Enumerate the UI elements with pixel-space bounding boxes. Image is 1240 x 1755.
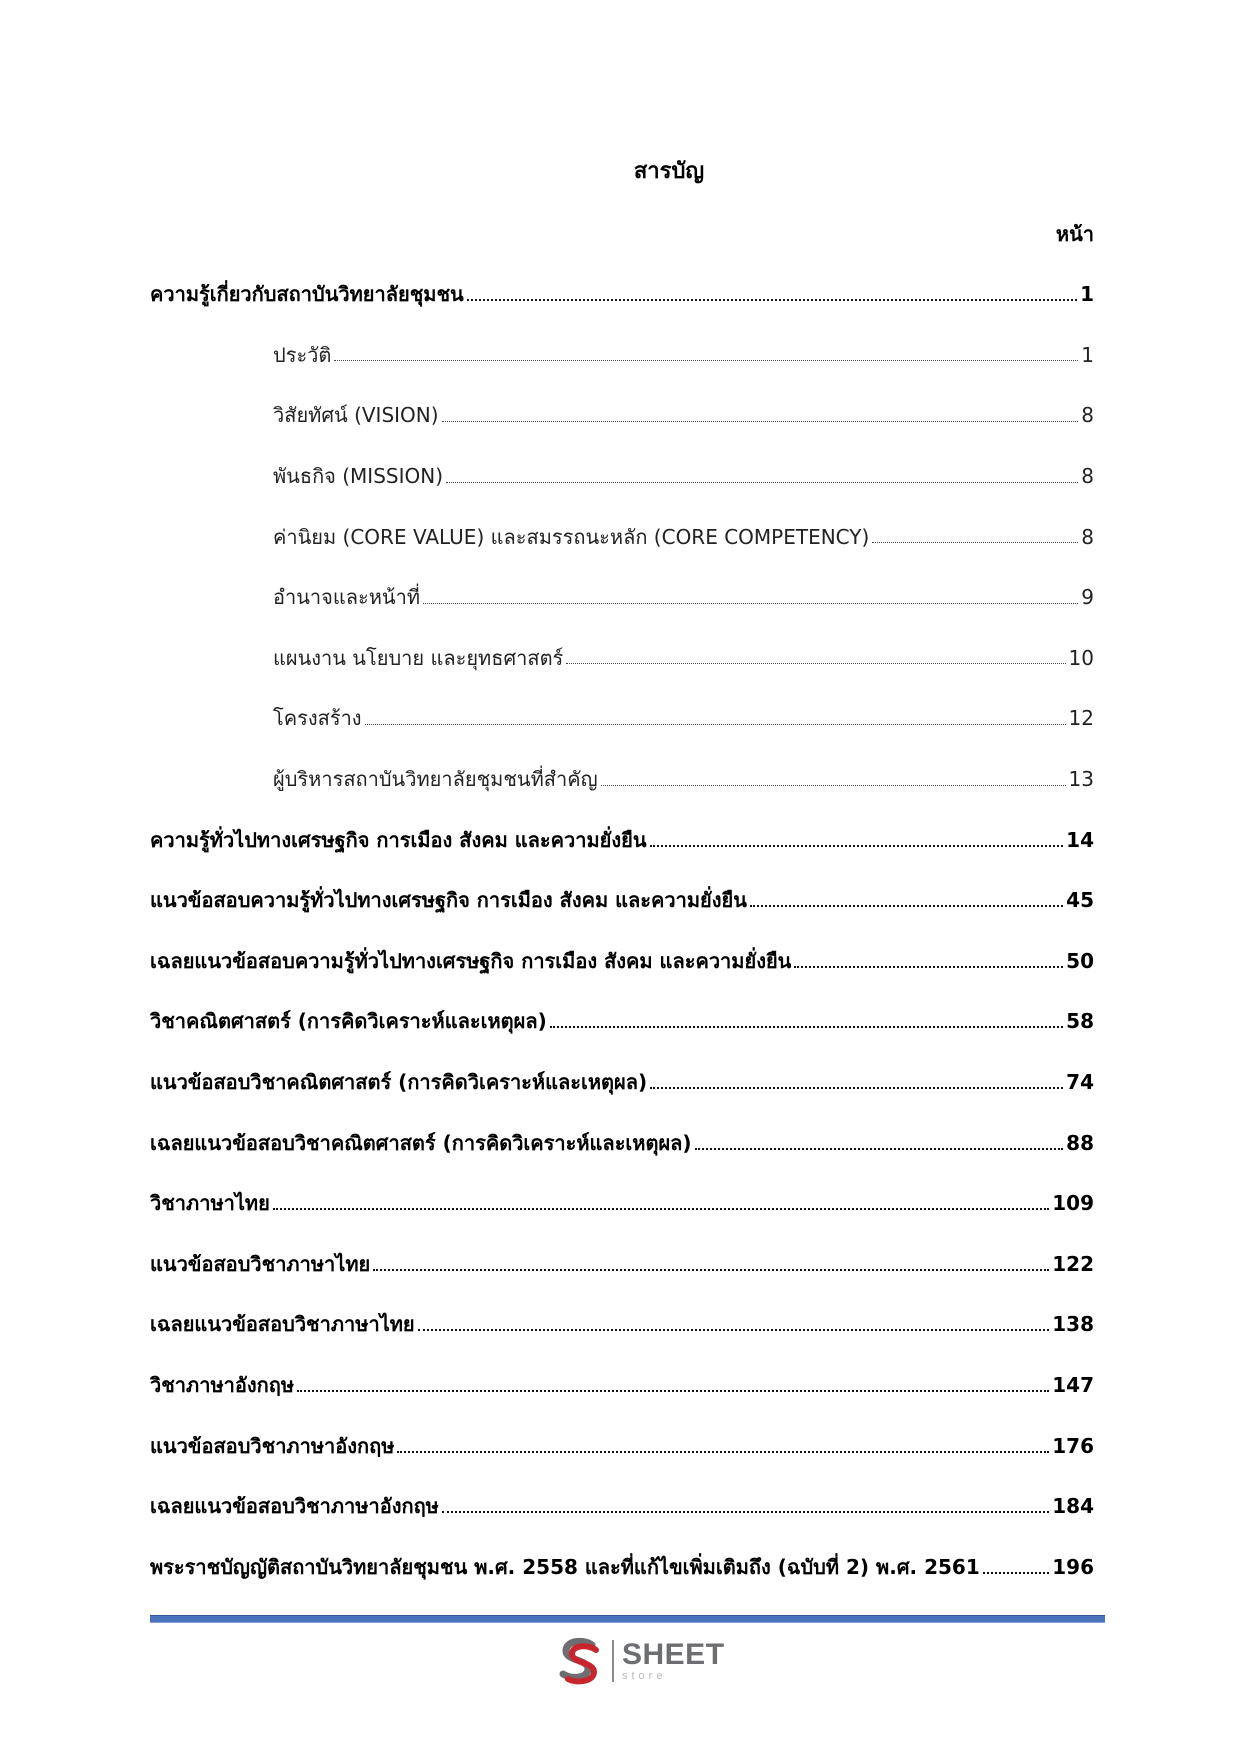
toc-entry-page: 147: [1052, 1372, 1094, 1397]
toc-entry-label: แนวข้อสอบความรู้ทั่วไปทางเศรษฐกิจ การเมือง สังคม และความยั่งยืน: [150, 888, 747, 913]
toc-entry-label: เฉลยแนวข้อสอบวิชาคณิตศาสตร์ (การคิดวิเคราะห์และเหตุผล): [150, 1130, 692, 1155]
dot-leader: [650, 833, 1064, 847]
toc-entry: [150, 991, 1094, 1052]
toc-subentry: [150, 325, 1094, 386]
toc-entry: [150, 1173, 1094, 1234]
dot-leader: [467, 287, 1077, 301]
dot-leader: [397, 1439, 1049, 1453]
toc-entry-page: 176: [1052, 1433, 1094, 1458]
logo-wordmark: [622, 1640, 725, 1682]
toc-entry-page: 14: [1066, 827, 1094, 852]
toc-entry-page: 109: [1052, 1191, 1094, 1216]
dot-leader: [550, 1014, 1063, 1028]
toc-subentry-label: แผนงาน นโยบาย และยุทธศาสตร์: [273, 645, 564, 670]
toc-entry-label: ความรู้เกี่ยวกับสถาบันวิทยาลัยชุมชน: [150, 282, 464, 307]
toc-entry-label: เฉลยแนวข้อสอบวิชาภาษาอังกฤษ: [150, 1494, 439, 1519]
toc-subentry-label: ผู้บริหารสถาบันวิทยาลัยชุมชนที่สำคัญ: [273, 767, 598, 792]
toc-subentry-label: โครงสร้าง: [273, 706, 362, 731]
toc-subentry: [150, 628, 1094, 689]
toc-entry-label: พระราชบัญญัติสถาบันวิทยาลัยชุมชน พ.ศ. 2558 และที่แก้ไขเพิ่มเติมถึง (ฉบับที่ 2) พ.ศ. 2561: [150, 1554, 980, 1579]
toc-entry: [150, 1476, 1094, 1537]
toc-subentry: [150, 506, 1094, 567]
dot-leader: [297, 1378, 1049, 1392]
toc-subentry: [150, 688, 1094, 749]
footer-rule: [150, 1615, 1105, 1623]
logo-subtext: store: [622, 1670, 667, 1682]
toc-subentry-label: ประวัติ: [273, 342, 332, 367]
dot-leader: [794, 954, 1063, 968]
toc-subentry-page: 8: [1081, 464, 1094, 489]
toc-subentry-page: 1: [1081, 342, 1094, 367]
toc-entry: [150, 870, 1094, 931]
toc-entry: [150, 1112, 1094, 1173]
logo-text: SHEET: [622, 1638, 725, 1671]
toc-subentry-label: ค่านิยม (CORE VALUE) และสมรรถนะหลัก (CORE COMPETENCY): [273, 524, 870, 549]
toc-entry: [150, 264, 1094, 325]
toc-entry: [150, 1415, 1094, 1476]
dot-leader: [872, 530, 1078, 543]
toc-entry: [150, 1294, 1094, 1355]
toc-subentry-page: 10: [1068, 645, 1094, 670]
toc-entry-label: เฉลยแนวข้อสอบวิชาภาษาไทย: [150, 1312, 415, 1337]
toc-subentry-page: 8: [1081, 403, 1094, 428]
toc-entry-page: 88: [1066, 1130, 1094, 1155]
dot-leader: [983, 1560, 1050, 1574]
toc-subentry-page: 12: [1068, 706, 1094, 731]
toc-subentry: [150, 385, 1094, 446]
table-of-contents: [150, 264, 1094, 1597]
toc-entry-page: 58: [1066, 1009, 1094, 1034]
toc-entry-page: 50: [1066, 948, 1094, 973]
dot-leader: [334, 348, 1078, 361]
toc-entry-page: 1: [1080, 282, 1094, 307]
toc-subentry-label: อำนาจและหน้าที่: [273, 585, 421, 610]
toc-subentry: [150, 567, 1094, 628]
sheet-store-logo: [556, 1636, 725, 1686]
dot-leader: [418, 1317, 1050, 1331]
toc-entry-page: 74: [1066, 1070, 1094, 1095]
dot-leader: [423, 591, 1078, 604]
toc-entry-label: แนวข้อสอบวิชาคณิตศาสตร์ (การคิดวิเคราะห์และเหตุผล): [150, 1070, 648, 1095]
toc-entry: [150, 809, 1094, 870]
dot-leader: [446, 470, 1078, 483]
s-logo-icon: [556, 1636, 602, 1686]
toc-entry-label: ความรู้ทั่วไปทางเศรษฐกิจ การเมือง สังคม และความยั่งยืน: [150, 827, 647, 852]
toc-subentry-label: วิสัยทัศน์ (VISION): [273, 403, 439, 428]
toc-entry-page: 184: [1052, 1494, 1094, 1519]
dot-leader: [750, 893, 1063, 907]
toc-entry-page: 45: [1066, 888, 1094, 913]
dot-leader: [601, 773, 1066, 786]
dot-leader: [566, 651, 1065, 664]
toc-subentry-label: พันธกิจ (MISSION): [273, 464, 443, 489]
dot-leader: [650, 1075, 1063, 1089]
toc-entry: [150, 1234, 1094, 1295]
dot-leader: [442, 1499, 1049, 1513]
toc-entry-label: แนวข้อสอบวิชาภาษาอังกฤษ: [150, 1433, 395, 1458]
toc-entry: [150, 1052, 1094, 1113]
toc-entry-page: 196: [1052, 1554, 1094, 1579]
dot-leader: [365, 712, 1066, 725]
toc-subentry-page: 8: [1081, 524, 1094, 549]
toc-subentry: [150, 749, 1094, 810]
toc-subentry: [150, 446, 1094, 507]
page-title: สารบัญ: [633, 159, 705, 184]
toc-entry: [150, 931, 1094, 992]
toc-entry-label: เฉลยแนวข้อสอบความรู้ทั่วไปทางเศรษฐกิจ การเมือง สังคม และความยั่งยืน: [150, 948, 792, 973]
dot-leader: [373, 1257, 1049, 1271]
logo-separator: [612, 1640, 614, 1682]
toc-entry-label: วิชาภาษาไทย: [150, 1191, 270, 1216]
toc-subentry-page: 9: [1081, 585, 1094, 610]
dot-leader: [273, 1196, 1049, 1210]
toc-entry-label: วิชาภาษาอังกฤษ: [150, 1372, 295, 1397]
toc-entry-label: แนวข้อสอบวิชาภาษาไทย: [150, 1251, 371, 1276]
toc-entry: [150, 1355, 1094, 1416]
dot-leader: [442, 409, 1079, 422]
toc-entry: [150, 1536, 1094, 1597]
toc-entry-page: 138: [1052, 1312, 1094, 1337]
toc-entry-page: 122: [1052, 1251, 1094, 1276]
toc-subentry-page: 13: [1068, 767, 1094, 792]
dot-leader: [695, 1136, 1064, 1150]
toc-entry-label: วิชาคณิตศาสตร์ (การคิดวิเคราะห์และเหตุผล): [150, 1009, 547, 1034]
page-column-header: หน้า: [1055, 222, 1094, 246]
